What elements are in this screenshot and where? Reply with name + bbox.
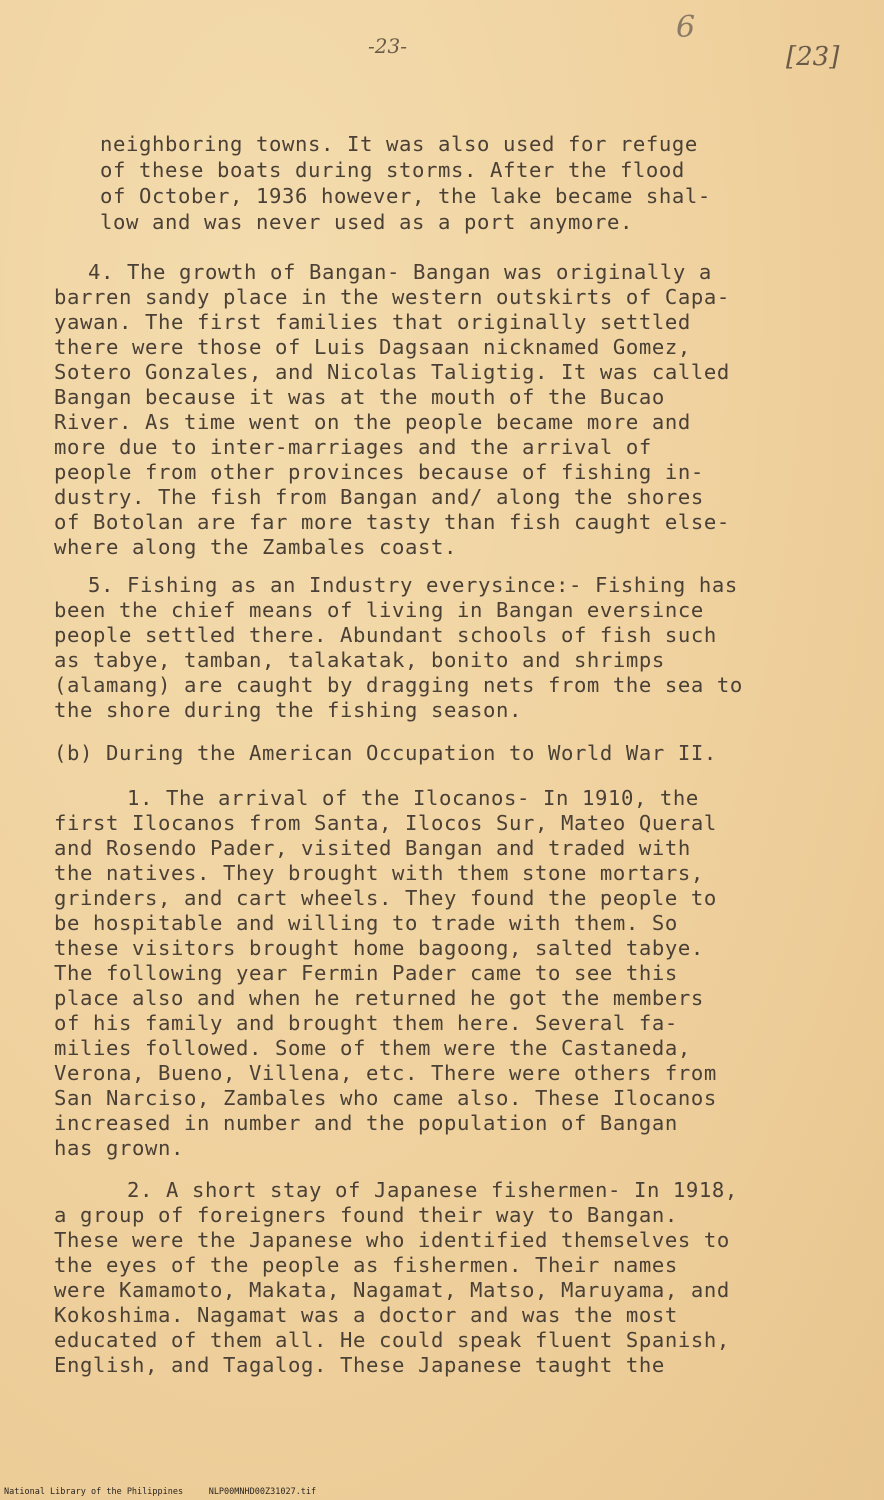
text-line: River. As time went on the people became more and xyxy=(54,410,691,434)
text-line: there were those of Luis Dagsaan nicknamed Gomez, xyxy=(54,335,691,359)
handwritten-sheet-number: 6 xyxy=(676,10,696,45)
text-line: the shore during the fishing season. xyxy=(54,698,522,722)
page-number: -23- xyxy=(368,34,407,58)
text-line: of October, 1936 however, the lake became shal- xyxy=(100,184,711,208)
text-line: These were the Japanese who identified themselves to xyxy=(54,1228,730,1252)
text-line: these visitors brought home bagoong, salted tabye. xyxy=(54,936,704,960)
text-line: people from other provinces because of fishing in- xyxy=(54,460,704,484)
text-line: of Botolan are far more tasty than fish caught else- xyxy=(54,510,730,534)
archive-footer: National Library of the Philippines NLP00MNHD00Z31027.tif xyxy=(4,1487,317,1497)
text-line: The following year Fermin Pader came to see this xyxy=(54,961,678,985)
text-line: were Kamamoto, Makata, Nagamat, Matso, Maruyama, and xyxy=(54,1278,730,1302)
text-line: the natives. They brought with them stone mortars, xyxy=(54,861,704,885)
text-line: educated of them all. He could speak fluent Spanish, xyxy=(54,1328,730,1352)
text-line: been the chief means of living in Bangan eversince xyxy=(54,598,704,622)
text-line: be hospitable and willing to trade with them. So xyxy=(54,911,678,935)
text-line: barren sandy place in the western outskirts of Capa- xyxy=(54,285,730,309)
text-line: the eyes of the people as fishermen. Their names xyxy=(54,1253,678,1277)
text-line: low and was never used as a port anymore. xyxy=(100,210,633,234)
text-line: Verona, Bueno, Villena, etc. There were others from xyxy=(54,1061,717,1085)
text-line: milies followed. Some of them were the Castaneda, xyxy=(54,1036,691,1060)
text-line: 5. Fishing as an Industry everysince:- Fishing has xyxy=(88,573,738,597)
text-line: place also and when he returned he got the members xyxy=(54,986,704,1010)
handwritten-page-reference: [23] xyxy=(786,42,840,72)
text-line: yawan. The first families that originally settled xyxy=(54,310,691,334)
text-line: a group of foreigners found their way to Bangan. xyxy=(54,1203,678,1227)
text-line: Sotero Gonzales, and Nicolas Taligtig. It was called xyxy=(54,360,730,384)
section-heading: (b) During the American Occupation to World War II. xyxy=(54,741,717,765)
text-line: Kokoshima. Nagamat was a doctor and was the most xyxy=(54,1303,678,1327)
text-line: more due to inter-marriages and the arrival of xyxy=(54,435,652,459)
text-line: first Ilocanos from Santa, Ilocos Sur, Mateo Queral xyxy=(54,811,717,835)
text-line: 1. The arrival of the Ilocanos- In 1910, the xyxy=(127,786,699,810)
text-line: Bangan because it was at the mouth of the Bucao xyxy=(54,385,665,409)
text-line: (alamang) are caught by dragging nets from the sea to xyxy=(54,673,743,697)
text-line: of his family and brought them here. Several fa- xyxy=(54,1011,678,1035)
text-line: grinders, and cart wheels. They found the people to xyxy=(54,886,717,910)
text-line: neighboring towns. It was also used for refuge xyxy=(100,132,698,156)
text-line: where along the Zambales coast. xyxy=(54,535,457,559)
text-line: English, and Tagalog. These Japanese taught the xyxy=(54,1353,665,1377)
text-line: as tabye, tamban, talakatak, bonito and shrimps xyxy=(54,648,665,672)
text-line: San Narciso, Zambales who came also. These Ilocanos xyxy=(54,1086,717,1110)
text-line: has grown. xyxy=(54,1136,184,1160)
text-line: and Rosendo Pader, visited Bangan and traded with xyxy=(54,836,691,860)
text-line: dustry. The fish from Bangan and/ along the shores xyxy=(54,485,704,509)
text-line: 4. The growth of Bangan- Bangan was originally a xyxy=(88,260,712,284)
text-line: 2. A short stay of Japanese fishermen- In 1918, xyxy=(127,1178,738,1202)
text-line: people settled there. Abundant schools of fish such xyxy=(54,623,717,647)
text-line: of these boats during storms. After the flood xyxy=(100,158,685,182)
text-line: increased in number and the population of Bangan xyxy=(54,1111,678,1135)
